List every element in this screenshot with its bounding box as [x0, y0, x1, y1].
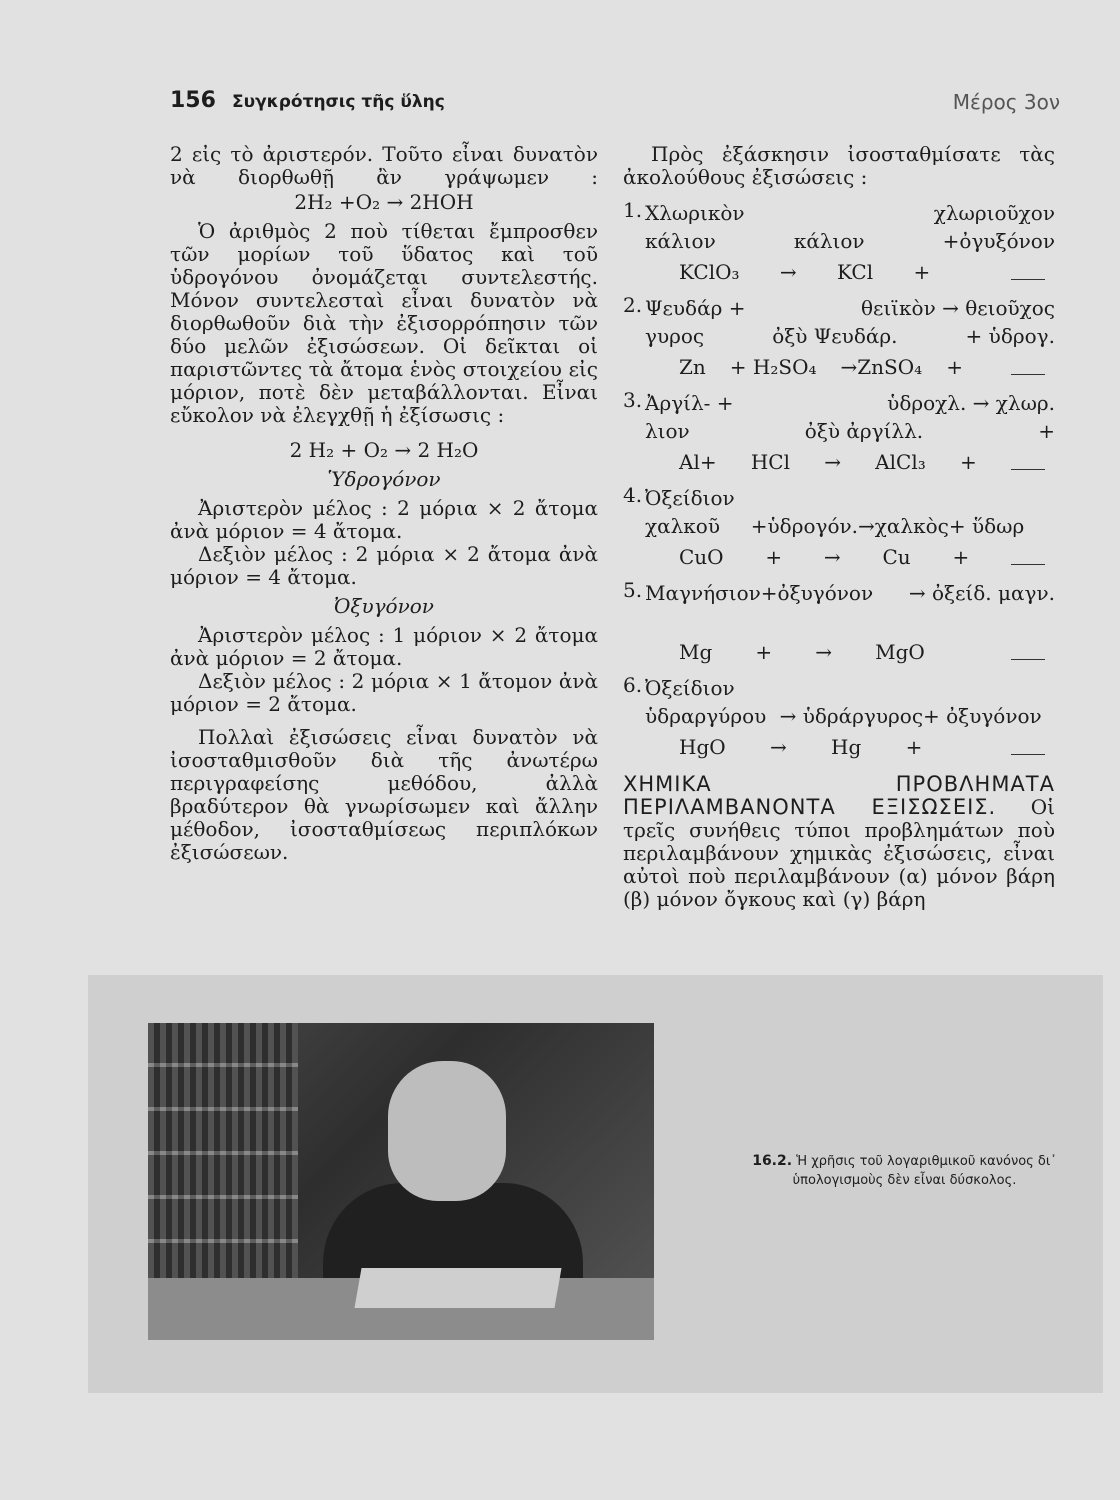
paragraph: Δεξιὸν μέλος : 2 μόρια × 1 ἄτομον ἀνὰ μόριον = 2 ἄτομα.	[170, 669, 598, 716]
answer-blank[interactable]	[1011, 455, 1045, 470]
formula-part: →	[779, 260, 797, 284]
formula-part: +	[946, 355, 963, 379]
formula-part: Hg	[831, 735, 862, 759]
exercise-item	[623, 199, 1055, 284]
exercise-item	[623, 294, 1055, 379]
product-name: θειϊκὸν → θειοῦχος	[860, 295, 1055, 320]
section-label: Ὀξυγόνον	[334, 594, 434, 618]
answer-blank[interactable]	[1011, 740, 1045, 755]
formula-part: Zn	[679, 355, 706, 379]
paragraph: Δεξιὸν μέλος : 2 μόρια × 2 ἄτομα ἀνὰ μόριον = 4 ἄτομα.	[170, 542, 598, 589]
formula-part: + H₂SO₄	[729, 355, 817, 379]
formula-part: HCl	[750, 450, 790, 474]
exercise-intro: Πρὸς ἐξάσκησιν ἰσοσταθμίσατε τὰς ἀκολούθους ἐξισώσεις :	[623, 142, 1055, 189]
paragraph: Πολλαὶ ἐξισώσεις εἶναι δυνατὸν νὰ ἰσοσταθμισθοῦν διὰ τῆς ἀνωτέρω περιγραφείσης μεθόδου, ἀλλὰ βραδύτερον θὰ γνωρίσωμεν καὶ ἄλλην μέθοδον, ἰσοσταθμίσεως περιπλόκων ἐξισώσεων.	[170, 725, 598, 864]
formula-part: MgO	[875, 640, 925, 664]
formula-equation	[623, 261, 1055, 284]
paragraph: Ἀριστερὸν μέλος : 2 μόρια × 2 ἄτομα ἀνὰ μόριον = 4 ἄτομα.	[170, 496, 598, 543]
figure-photo	[148, 1023, 654, 1340]
right-column	[623, 143, 1055, 911]
equation: 2 H₂ + O₂ → 2 H₂O	[289, 438, 479, 462]
exercise-number: 1.	[623, 198, 643, 222]
exercise-item	[623, 674, 1055, 759]
formula-part: +	[765, 545, 783, 569]
section-label: Ὑδρογόνον	[327, 467, 441, 491]
product-name: ὑδροχλ. → χλωρ.	[887, 390, 1055, 415]
equation: 2H₂ +O₂ → 2HOH	[294, 190, 474, 214]
paragraph: Ὁ ἀριθμὸς 2 ποὺ τίθεται ἔμπροσθεν τῶν μορίων τοῦ ὕδατος καὶ τοῦ ὑδρογόνου ὀνομάζεται συντελεστής. Μόνον συντελεσταὶ εἶναι δυνατὸν νὰ διορθωθοῦν διὰ τὴν ἐξισορρόπησιν τῶν δύο μελῶν ἐξισώσεων. Οἱ δεῖκται οἱ παριστῶντες τὰ ἄτομα ἑνὸς στοιχείου εἰς μόριον, ποτὲ δὲν μεταβάλλονται. Εἶναι εὔκολον νὰ ἐλεγχθῇ ἡ ἐξίσωσις :	[170, 219, 598, 427]
formula-part: →	[824, 450, 841, 474]
formula-part: +	[755, 640, 773, 664]
paragraph: 2 εἰς τὸ ἀριστερόν. Τοῦτο εἶναι δυνατὸν νὰ διορθωθῇ ἂν γράψωμεν :	[170, 142, 598, 189]
formula-part: CuO	[679, 545, 724, 569]
reactant-name: Ἀργίλ- +	[645, 390, 734, 415]
heading-text: ΧΗΜΙΚΑ ΠΡΟΒΛΗΜΑΤΑ ΠΕΡΙΛΑΜΒΑΝΟΝΤΑ ΕΞΙΣΩΣΕΙΣ.	[623, 772, 1055, 819]
formula-equation	[623, 546, 1055, 569]
exercise-number: 2.	[623, 293, 643, 317]
formula-part: KClO₃	[679, 260, 740, 284]
formula-part: →	[823, 545, 841, 569]
formula-part: +	[913, 260, 931, 284]
formula-equation	[623, 451, 1055, 474]
extra-product: +	[1038, 418, 1055, 443]
formula-part: →ZnSO₄	[840, 355, 923, 379]
section-heading	[623, 773, 1055, 911]
reactant-name: Χλωρικὸν	[645, 200, 745, 225]
extra-product: + ὑδρογ.	[965, 323, 1055, 348]
reactant-name: Ὀξείδιον	[645, 485, 735, 510]
exercise-item	[623, 579, 1055, 664]
product-name: → ὑδράργυρος+ ὀξυγόνον	[779, 703, 1042, 728]
formula-part: Cu	[882, 545, 911, 569]
formula-part: AlCl₃	[875, 450, 926, 474]
person-head	[388, 1061, 506, 1201]
figure-caption-text: Ἡ χρῆσις τοῦ λογαριθμικοῦ κανόνος δι᾽ ὑπολογισμοὺς δὲν εἶναι δύσκολος.	[792, 1154, 1057, 1188]
heading-tail: Οἱ τρεῖς συνήθεις τύποι προβλημάτων ποὺ περιλαμβάνουν χημικὰς ἐξισώσεις, εἶναι αὐτοὶ ποὺ περιλαμβάνουν (α) μόνον βάρη (β) μόνον ὄγκους καὶ (γ) βάρη	[623, 795, 1055, 911]
formula-part: Al+	[679, 450, 717, 474]
product-name: → ὀξείδ. μαγν.	[908, 580, 1055, 605]
reactant-name: λιον	[645, 418, 690, 443]
page-number: 156	[170, 88, 216, 113]
formula-part: →	[769, 735, 787, 759]
exercise-item	[623, 389, 1055, 474]
exercise-number: 4.	[623, 483, 643, 507]
answer-blank[interactable]	[1011, 360, 1045, 375]
product-name: κάλιον	[793, 228, 865, 253]
figure-caption	[752, 1152, 1057, 1190]
formula-part: Mg	[679, 640, 713, 664]
formula-part: +	[959, 450, 977, 474]
reactant-name: ὑδραργύρου	[645, 703, 767, 728]
paragraph: Ἀριστερὸν μέλος : 1 μόριον × 2 ἄτομα ἀνὰ μόριον = 2 ἄτομα.	[170, 623, 598, 670]
left-column	[170, 143, 598, 864]
formula-part: +	[905, 735, 923, 759]
part-label: Μέρος 3ον	[952, 90, 1060, 114]
exercise-item	[623, 484, 1055, 569]
formula-part: +	[952, 545, 970, 569]
exercise-number: 3.	[623, 388, 643, 412]
product-name: +ὑδρογόν.→χαλκὸς+ ὕδωρ	[750, 513, 1025, 538]
formula-equation	[623, 641, 1055, 664]
product-name: χλωριοῦχον	[933, 200, 1055, 225]
extra-product: +ὀγυξόνον	[942, 228, 1055, 253]
exercise-number: 6.	[623, 673, 643, 697]
reactant-name: Μαγνήσιον+ὀξυγόνον	[645, 580, 874, 605]
formula-part: HgO	[679, 735, 726, 759]
reactant-name: χαλκοῦ	[645, 513, 720, 538]
page-header	[170, 88, 1060, 128]
running-title: Συγκρότησις τῆς ὕλης	[232, 92, 445, 112]
answer-blank[interactable]	[1011, 265, 1045, 280]
formula-equation	[623, 736, 1055, 759]
reactant-name: γυρος	[645, 323, 705, 348]
formula-part: KCl	[837, 260, 874, 284]
product-name: ὀξὺ Ψευδάρ.	[772, 323, 898, 348]
figure-number: 16.2.	[752, 1153, 793, 1169]
answer-blank[interactable]	[1011, 550, 1045, 565]
reactant-name: κάλιον	[645, 228, 716, 253]
formula-part: →	[815, 640, 832, 664]
reactant-name: Ψευδάρ +	[645, 295, 746, 320]
answer-blank[interactable]	[1011, 645, 1045, 660]
exercise-list	[623, 199, 1055, 759]
slide-rule-papers	[354, 1268, 561, 1308]
formula-equation	[623, 356, 1055, 379]
reactant-name: Ὀξείδιον	[645, 675, 735, 700]
exercise-number: 5.	[623, 578, 643, 602]
product-name: ὀξὺ ἀργίλλ.	[804, 418, 924, 443]
